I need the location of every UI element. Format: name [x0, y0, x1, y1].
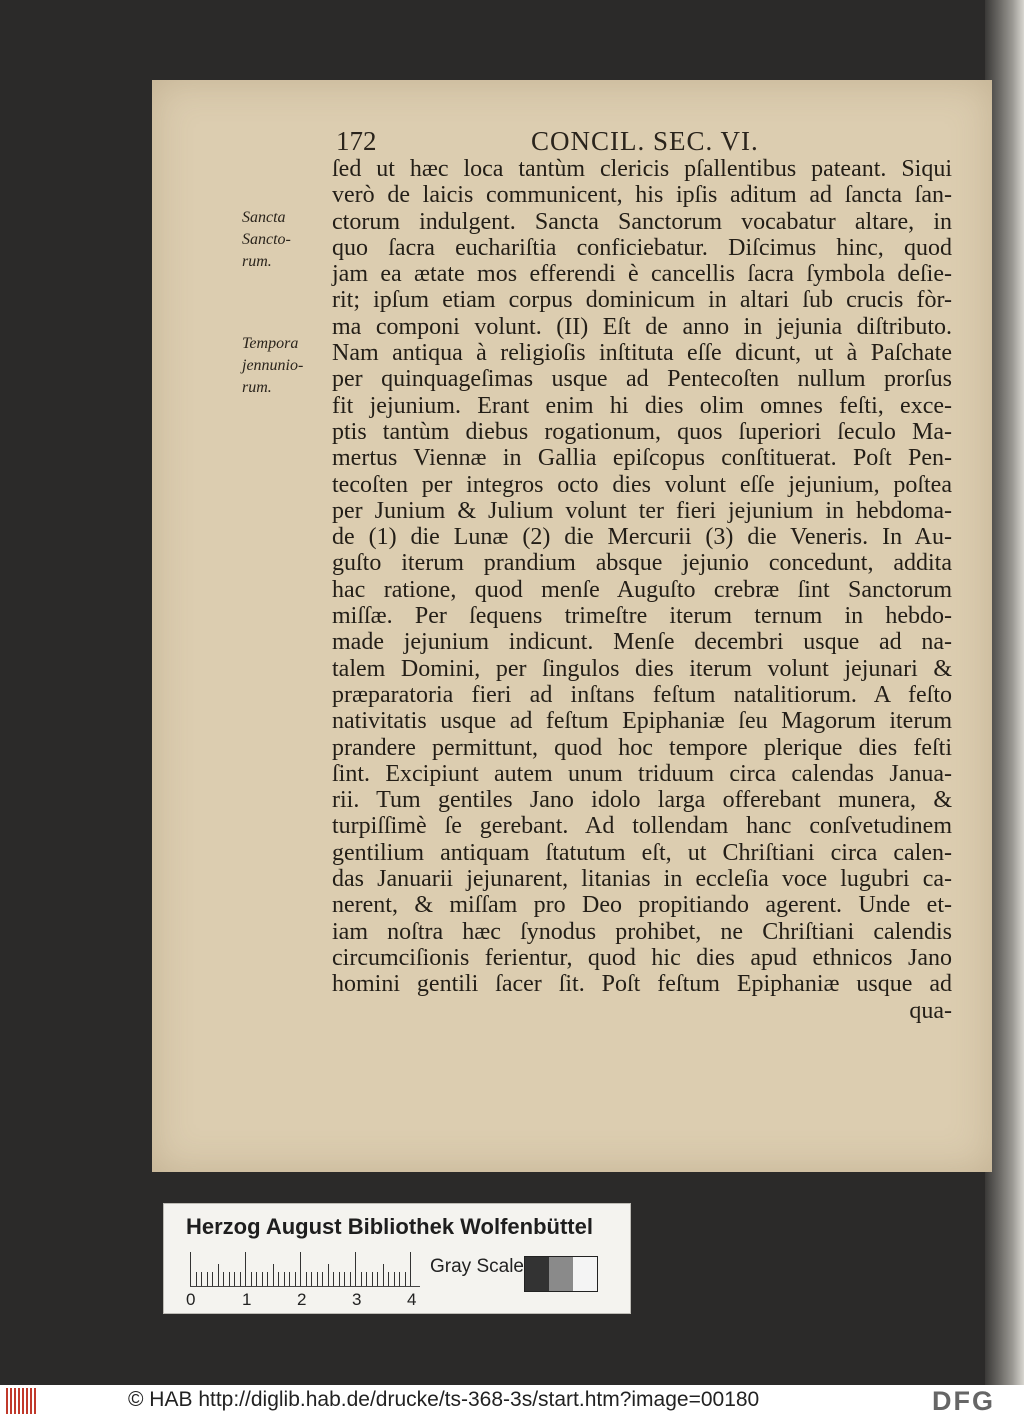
- ruler-tick: [229, 1272, 230, 1286]
- text-line: ctorum indulgent. Sancta Sanctorum vocabatur altare, in: [332, 208, 952, 235]
- ruler-tick: [355, 1252, 356, 1286]
- ruler-tick: [278, 1272, 279, 1286]
- text-line: ſed ut hæc loca tantùm clericis pſallentibus pateant. Siqui: [332, 156, 952, 182]
- ruler-tick: [256, 1272, 257, 1286]
- ruler-tick: [223, 1272, 224, 1286]
- ruler-tick: [322, 1272, 323, 1286]
- margin-note-line: Sancto-: [242, 231, 291, 248]
- text-line: præparatoria fieri ad inſtans feſtum natalitiorum. A feſto: [332, 681, 952, 708]
- ruler-tick: [388, 1272, 389, 1286]
- margin-note-line: Sancta: [242, 209, 286, 226]
- ruler-tick: [306, 1272, 307, 1286]
- ruler-tick: [377, 1272, 378, 1286]
- text-line: gentilium antiquam ſtatutum eſt, ut Chriſtiani circa calen-: [332, 839, 952, 866]
- ruler-tick: [383, 1264, 384, 1286]
- ruler-tick: [394, 1272, 395, 1286]
- ruler-tick: [350, 1272, 351, 1286]
- gray-swatch-light: [573, 1257, 597, 1291]
- running-header: [336, 126, 956, 156]
- margin-note-line: rum.: [242, 379, 272, 396]
- ruler-tick: [284, 1272, 285, 1286]
- scale-number: 0: [186, 1290, 196, 1309]
- text-line: guſto iterum prandium absque jejunio concedunt, addita: [332, 550, 952, 577]
- ruler-tick: [240, 1272, 241, 1286]
- text-line: homini gentili ſacer ſit. Poſt feſtum Epiphaniæ usque ad: [332, 971, 952, 998]
- scale-number: 2: [297, 1290, 307, 1309]
- gray-scale-swatches: [524, 1256, 598, 1292]
- gray-scale-label: Gray Scale: [430, 1256, 524, 1277]
- margin-note-tempora-jejuniorum: [242, 333, 324, 399]
- scale-number: 3: [352, 1290, 362, 1309]
- text-line: das Januarii jejunarent, litanias in eccleſia voce lugubri ca-: [332, 866, 952, 893]
- scale-number: 1: [242, 1290, 252, 1309]
- text-line: miſſæ. Per ſequens trimeſtre iterum ternum in hebdo-: [332, 603, 952, 630]
- text-line: Nam antiqua à religioſis inſtituta eſſe dicunt, ut à Paſchate: [332, 340, 952, 367]
- ruler-tick: [190, 1252, 191, 1286]
- ruler-tick: [267, 1272, 268, 1286]
- ruler-tick: [218, 1264, 219, 1286]
- ruler-tick: [399, 1272, 400, 1286]
- margin-note-line: Tempora: [242, 335, 299, 352]
- text-line: per Junium & Julium volunt ter fieri jejunium in hebdoma-: [332, 497, 952, 524]
- page-number: 172: [336, 126, 377, 156]
- gray-swatch-mid: [549, 1257, 573, 1291]
- ruler-tick: [212, 1272, 213, 1286]
- ruler-tick: [333, 1272, 334, 1286]
- text-line: ſint. Excipiunt autem unum triduum circa calendas Janua-: [332, 760, 952, 787]
- ruler-tick: [201, 1272, 202, 1286]
- ruler-tick: [196, 1272, 197, 1286]
- margin-note-line: jennunio-: [242, 357, 304, 374]
- text-line: rii. Tum gentiles Jano idolo larga offerebant munera, &: [332, 787, 952, 814]
- ruler-tick: [300, 1252, 301, 1286]
- ruler-tick: [344, 1272, 345, 1286]
- text-line: nativitatis usque ad feſtum Epiphaniæ ſeu Magorum iterum: [332, 708, 952, 735]
- text-line: jam ea ætate mos efferendi è cancellis ſacra ſymbola deſie-: [332, 261, 952, 288]
- text-line: quo ſacra euchariſtia conficiebatur. Diſcimus hinc, quod: [332, 234, 952, 261]
- margin-note-sancta-sanctorum: [242, 207, 324, 273]
- text-line: hac ratione, quod menſe Auguſto crebræ ſint Sanctorum: [332, 576, 952, 603]
- catchword: qua-: [909, 997, 952, 1024]
- margin-note-line: rum.: [242, 253, 272, 270]
- scale-number: 4: [407, 1290, 417, 1309]
- ruler-tick: [262, 1272, 263, 1286]
- hab-logo-icon: [6, 1388, 46, 1414]
- text-line: per quinquageſimas usque ad Pentecoſten nullum prorſus: [332, 366, 952, 393]
- library-name: Herzog August Bibliothek Wolfenbüttel: [186, 1214, 593, 1239]
- ruler-tick: [311, 1272, 312, 1286]
- footer-bar: [0, 1385, 1024, 1417]
- ruler-tick: [289, 1272, 290, 1286]
- ruler-tick: [207, 1272, 208, 1286]
- ruler-tick: [405, 1272, 406, 1286]
- gray-swatch-dark: [525, 1257, 549, 1291]
- ruler-tick: [234, 1272, 235, 1286]
- text-line: rit; ipſum etiam corpus dominicum in altari ſub crucis fòr-: [332, 287, 952, 314]
- ruler-tick: [295, 1272, 296, 1286]
- body-text: [332, 156, 952, 1024]
- text-line: talem Domini, per ſingulos dies iterum volunt jejunari &: [332, 655, 952, 682]
- text-line: iam noſtra hæc ſynodus prohibet, ne Chriſtiani calendis: [332, 918, 952, 945]
- text-line: ptis tantùm diebus rogationum, quos ſuperiori ſeculo Ma-: [332, 418, 952, 445]
- ruler-tick: [328, 1264, 329, 1286]
- text-line: fit jejunium. Erant enim hi dies olim omnes feſti, exce-: [332, 392, 952, 419]
- text-line: turpiſſimè ſe gerebant. Ad tollendam hanc conſvetudinem: [332, 813, 952, 840]
- text-line: circumciſionis ferientur, quod hic dies apud ethnicos Jano: [332, 944, 952, 971]
- ruler-tick: [372, 1272, 373, 1286]
- ruler-tick: [317, 1272, 318, 1286]
- ruler-tick: [410, 1252, 411, 1286]
- text-line: tecoſten per integros octo dies volunt eſſe jejunium, poſtea: [332, 471, 952, 498]
- centimeter-ruler: [190, 1252, 420, 1287]
- hab-scale-card: [163, 1203, 631, 1314]
- text-line: mertus Viennæ in Gallia epiſcopus conſtituerat. Poſt Pen-: [332, 445, 952, 472]
- text-line: verò de laicis communicent, his ipſis aditum ad ſancta ſan-: [332, 182, 952, 209]
- text-line: de (1) die Lunæ (2) die Mercurii (3) die Veneris. In Au-: [332, 524, 952, 551]
- credit-link[interactable]: © HAB http://diglib.hab.de/drucke/ts-368-3s/start.htm?image=00180: [128, 1388, 760, 1411]
- ruler-tick: [245, 1252, 246, 1286]
- ruler-tick: [361, 1272, 362, 1286]
- running-head-title: CONCIL. SEC. VI.: [531, 126, 759, 156]
- text-line: nerent, & miſſam pro Deo propitiando agerent. Unde et-: [332, 892, 952, 919]
- ruler-tick: [366, 1272, 367, 1286]
- ruler-tick: [273, 1264, 274, 1286]
- text-line: made jejunium indicunt. Menſe decembri usque ad na-: [332, 629, 952, 656]
- dfg-logo: DFG: [932, 1386, 995, 1416]
- text-line: prandere permittunt, quod hoc tempore plerique dies feſti: [332, 734, 952, 761]
- ruler-tick: [251, 1272, 252, 1286]
- text-line: ma componi volunt. (II) Eſt de anno in jejunia diſtributo.: [332, 313, 952, 340]
- ruler-tick: [339, 1272, 340, 1286]
